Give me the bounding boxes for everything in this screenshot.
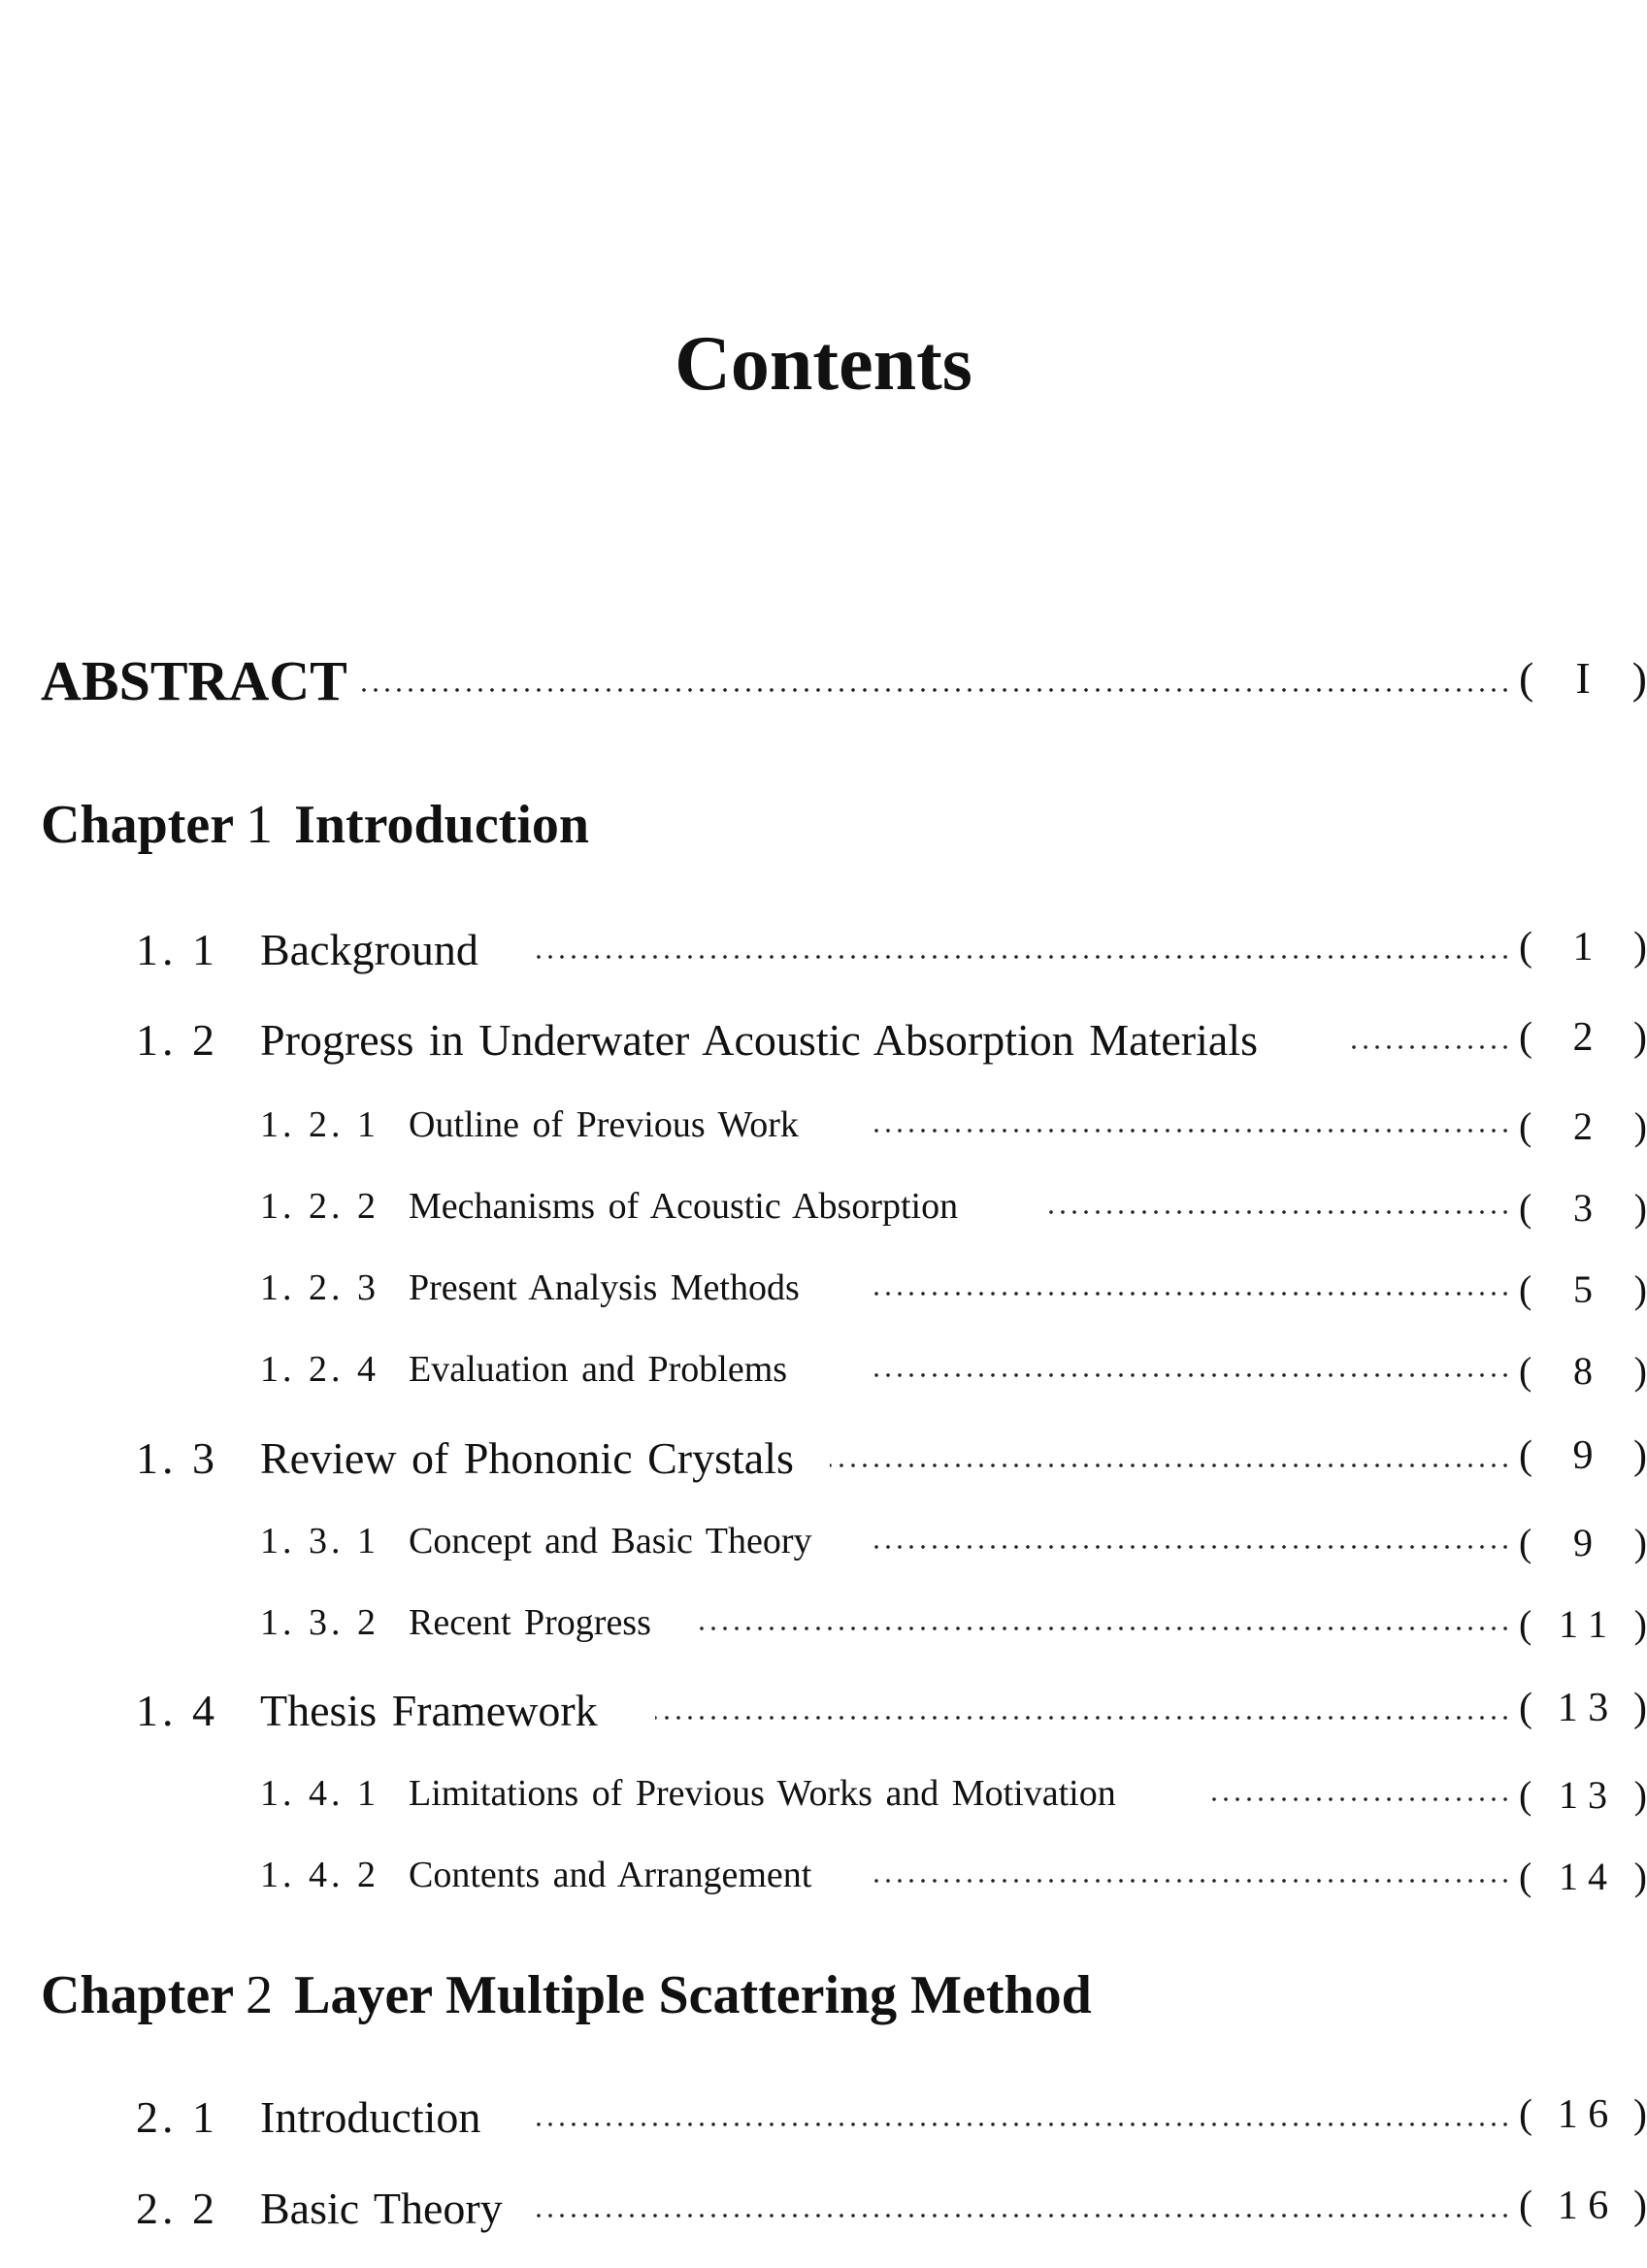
section-number: 1. 2. 3 — [260, 1267, 379, 1308]
page-number: ( 1 6 ) — [1519, 2092, 1647, 2137]
leader-dots — [869, 1129, 1511, 1133]
toc-label: Introduction — [260, 2091, 490, 2143]
page-number: ( I ) — [1519, 653, 1647, 703]
chapter-title: Chapter 1 Introduction — [41, 794, 599, 856]
leader-dots — [872, 1292, 1511, 1296]
toc-label: Concept and Basic Theory — [409, 1520, 821, 1562]
page-number: ( 1 ) — [1519, 925, 1647, 970]
page-title: Contents — [675, 321, 972, 407]
section-number: 1. 4 — [136, 1686, 218, 1735]
toc-label: Recent Progress — [409, 1601, 661, 1644]
leader-dots — [359, 688, 1511, 692]
toc-label: Progress in Underwater Acoustic Absorption Materials — [260, 1014, 1268, 1066]
section-number: 2. 2 — [136, 2184, 218, 2233]
toc-label: Limitations of Previous Works and Motivation — [409, 1772, 1126, 1815]
toc-label: Evaluation and Problems — [409, 1348, 797, 1391]
page-number: ( 1 6 ) — [1519, 2184, 1647, 2228]
page-number: ( 1 1 ) — [1519, 1602, 1647, 1646]
toc-label: Present Analysis Methods — [409, 1266, 809, 1309]
leader-dots — [830, 1463, 1511, 1467]
leader-dots — [869, 1373, 1511, 1377]
section-number: 1. 2. 1 — [260, 1104, 379, 1145]
page-number: ( 5 ) — [1519, 1267, 1647, 1311]
toc-label: Contents and Arrangement — [409, 1854, 821, 1896]
toc-label: Thesis Framework — [260, 1685, 608, 1736]
leader-dots — [869, 1879, 1511, 1883]
page-number: ( 3 ) — [1519, 1186, 1647, 1230]
section-number: 1. 2 — [136, 1015, 218, 1065]
toc-label: Mechanisms of Acoustic Absorption — [409, 1185, 968, 1228]
page-number: ( 8 ) — [1519, 1349, 1647, 1393]
page-number: ( 2 ) — [1519, 1104, 1647, 1148]
section-number: 1. 1 — [136, 925, 218, 974]
section-number: 1. 2. 4 — [260, 1349, 379, 1390]
section-number: 1. 3 — [136, 1433, 218, 1483]
leader-dots — [699, 1627, 1511, 1630]
section-number: 2. 1 — [136, 2092, 218, 2142]
page-number: ( 1 3 ) — [1519, 1686, 1647, 1730]
section-number: 1. 3. 1 — [260, 1521, 379, 1561]
toc-label: Background — [260, 924, 488, 975]
leader-dots — [529, 955, 1511, 959]
page-number: ( 1 4 ) — [1519, 1855, 1647, 1898]
section-number: 1. 3. 2 — [260, 1602, 379, 1643]
page-number: ( 1 3 ) — [1519, 1773, 1647, 1817]
toc-label: Outline of Previous Work — [409, 1103, 808, 1146]
section-number: 1. 2. 2 — [260, 1186, 379, 1227]
leader-dots — [529, 2122, 1511, 2126]
leader-dots — [529, 2214, 1511, 2218]
toc-label: Basic Theory — [260, 2183, 512, 2234]
page-number: ( 9 ) — [1519, 1433, 1647, 1478]
page-number: ( 9 ) — [1519, 1521, 1647, 1564]
chapter-title: Chapter 2 Layer Multiple Scattering Method — [41, 1964, 1102, 2026]
leader-dots — [1043, 1210, 1511, 1214]
leader-dots — [869, 1545, 1511, 1549]
leader-dots — [1344, 1045, 1511, 1049]
leader-dots — [655, 1716, 1511, 1720]
leader-dots — [1208, 1797, 1511, 1801]
section-number: 1. 4. 2 — [260, 1855, 379, 1895]
section-number: 1. 4. 1 — [260, 1773, 379, 1814]
toc-label: Review of Phononic Crystals — [260, 1432, 804, 1484]
page-number: ( 2 ) — [1519, 1015, 1647, 1060]
toc-label: ABSTRACT — [41, 648, 357, 713]
